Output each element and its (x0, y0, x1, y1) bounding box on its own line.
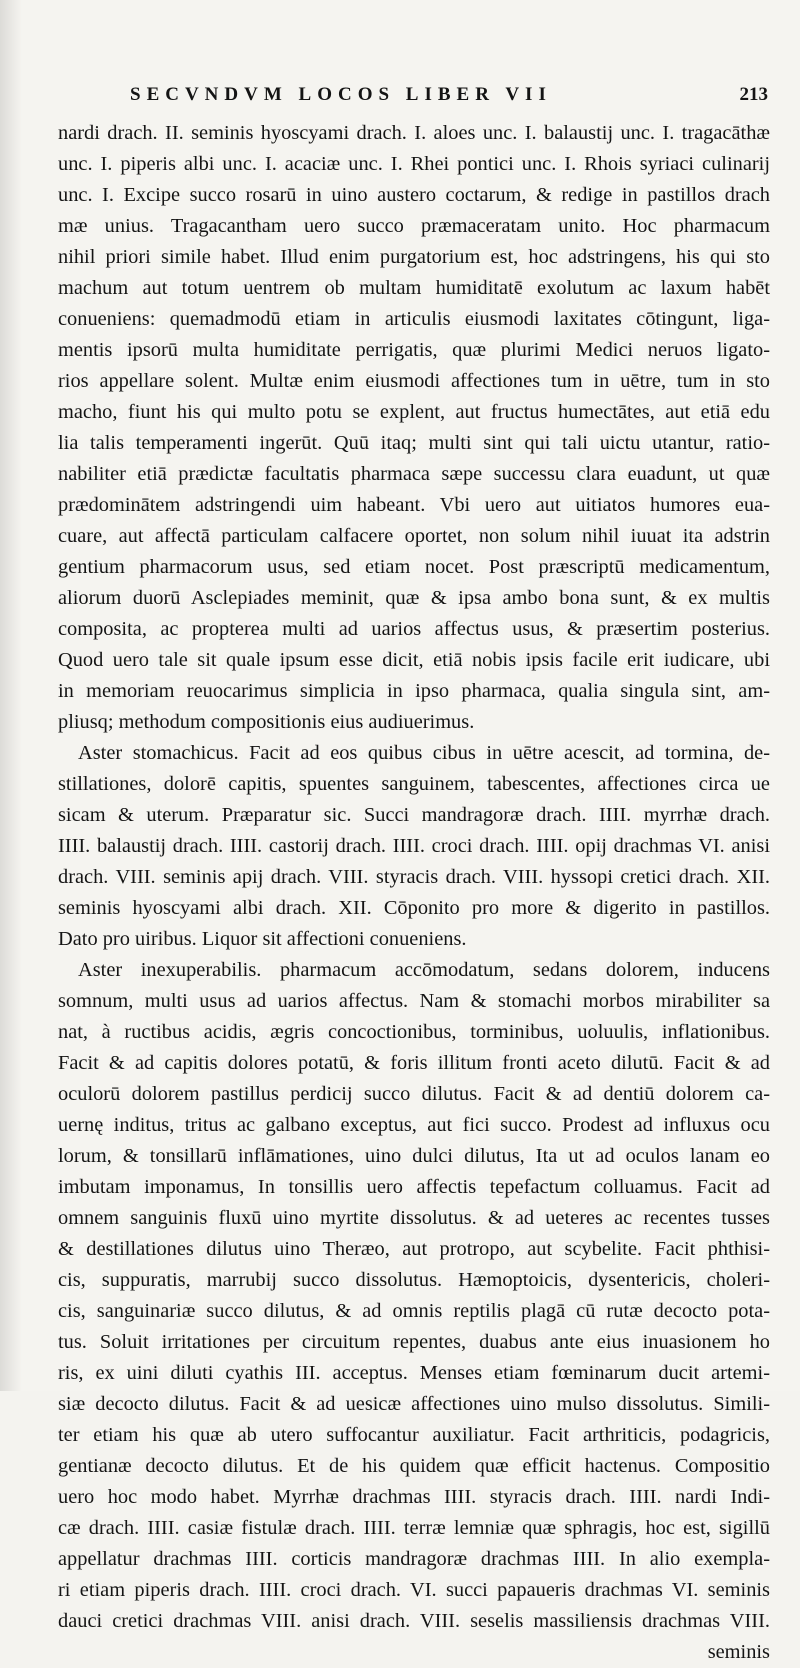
page-header (108, 84, 768, 114)
text-line: imbutam imponamus, In tonsillis uero affectis tepefactum colluamus. Facit ad (58, 1176, 770, 1198)
text-line: oculorū dolorem pastillus perdicij succo dilutus. Facit & ad dentiū dolorem ca- (58, 1083, 770, 1105)
text-line: & destillationes dilutus uino Theræo, aut protropo, aut scybelite. Facit phthisi- (58, 1238, 770, 1260)
body-text (58, 118, 770, 1668)
text-line: dauci cretici drachmas VIII. anisi drach. VIII. seselis massiliensis drachmas VIII. (58, 1610, 770, 1632)
text-line: cis, suppuratis, marrubij succo dissolutus. Hæmoptoicis, dysentericis, choleri- (58, 1269, 770, 1291)
text-line: ri etiam piperis drach. IIII. croci drach. VI. succi papaueris drachmas VI. seminis (58, 1579, 770, 1601)
text-line: Dato pro uiribus. Liquor sit affectioni conueniens. (58, 928, 467, 950)
text-line: Facit & ad capitis dolores potatū, & foris illitum fronti aceto dilutū. Facit & ad (58, 1052, 770, 1074)
catchword: seminis (707, 1641, 770, 1663)
text-line: nat, à ructibus acidis, ægris concoctionibus, torminibus, uoluulis, inflationibus. (58, 1021, 770, 1043)
paragraph-start-line: Aster inexuperabilis. pharmacum accōmodatum, sedans dolorem, inducens (78, 959, 770, 981)
text-line: gentium pharmacorum usus, sed etiam nocet. Post præscriptū medicamentum, (58, 556, 770, 578)
text-line: tus. Soluit irritationes per circuitum repentes, duabus ante eius inuasionem ho (58, 1331, 770, 1353)
text-line: cis, sanguinariæ succo dilutus, & ad omnis reptilis plagā cū rutæ decocto pota- (58, 1300, 770, 1322)
text-line: siæ decocto dilutus. Facit & ad uesicæ affectiones uino mulso dissolutus. Simili- (58, 1393, 770, 1415)
running-head: SECVNDVM LOCOS LIBER VII (130, 84, 552, 105)
paragraph-start-line: Aster stomachicus. Facit ad eos quibus cibus in uētre acescit, ad tormina, de- (78, 742, 770, 764)
text-line: gentianæ decocto dilutus. Et de his quidem quæ efficit hactenus. Compositio (58, 1455, 770, 1477)
text-line: omnem sanguinis fluxū uino myrtite dissolutus. & ad ueteres ac recentes tusses (58, 1207, 770, 1229)
text-line: in memoriam reuocarimus simplicia in ipso pharmaca, qualia singula sint, am- (58, 680, 770, 702)
text-line: stillationes, dolorē capitis, spuentes sanguinem, tabescentes, affectiones circa ue (58, 773, 770, 795)
text-line: nabiliter etiā prædictæ facultatis pharmaca sæpe successu clara euadunt, ut quæ (58, 463, 770, 485)
text-line: seminis hyoscyami albi drach. XII. Cōponito pro more & digerito in pastillos. (58, 897, 770, 919)
page-number: 213 (739, 84, 768, 105)
text-line: mentis ipsorū multa humiditate perrigatis, quæ plurimi Medici neruos ligato- (58, 339, 770, 361)
text-line: unc. I. piperis albi unc. I. acaciæ unc. I. Rhei pontici unc. I. Rhois syriaci culinarij (58, 153, 770, 175)
text-line: drach. VIII. seminis apij drach. VIII. styracis drach. VIII. hyssopi cretici drach. XII. (58, 866, 770, 888)
text-line: mæ unius. Tragacantham uero succo præmaceratam unito. Hoc pharmacum (58, 215, 770, 237)
text-line: rios appellare solent. Multæ enim eiusmodi affectiones tum in uētre, tum in sto (58, 370, 770, 392)
text-line: lia talis temperamenti ingerūt. Quū itaq; multi sint qui tali uictu utantur, ratio- (58, 432, 770, 454)
text-line: IIII. balaustij drach. IIII. castorij drach. IIII. croci drach. IIII. opij drachmas VI. anisi (58, 835, 770, 857)
text-line: macho, fiunt his qui multo potu se explent, aut fructus humectātes, aut etiā edu (58, 401, 770, 423)
text-line: appellatur drachmas IIII. corticis mandragoræ drachmas IIII. In alio exempla- (58, 1548, 770, 1570)
text-line: machum aut totum uentrem ob multam humiditatē exolutum ac laxum habēt (58, 277, 770, 299)
text-line: cæ drach. IIII. casiæ fistulæ drach. IIII. terræ lemniæ quæ sphragis, hoc est, sigillū (58, 1517, 770, 1539)
text-line: lorum, & tonsillarū inflāmationes, uino dulci dilutus, Ita ut ad oculos lanam eo (58, 1145, 770, 1167)
text-line: nihil priori simile habet. Illud enim purgatorium est, hoc adstringens, his qui sto (58, 246, 770, 268)
text-line: unc. I. Excipe succo rosarū in uino austero coctarum, & redige in pastillos drach (58, 184, 770, 206)
text-line: Quod uero tale sit quale ipsum esse dicit, etiā nobis ipsis facile erit iudicare, ubi (58, 649, 770, 671)
text-line: somnum, multi usus ad uarios affectus. Nam & stomachi morbos mirabiliter sa (58, 990, 770, 1012)
text-line: pliusq; methodum compositionis eius audiuerimus. (58, 711, 475, 733)
text-line: sicam & uterum. Præparatur sic. Succi mandragoræ drach. IIII. myrrhæ drach. (58, 804, 770, 826)
text-line: conueniens: quemadmodū etiam in articulis eiusmodi laxitates cōtingunt, liga- (58, 308, 770, 330)
text-line: composita, ac propterea multi ad uarios affectus usus, & præsertim posterius. (58, 618, 770, 640)
text-line: nardi drach. II. seminis hyoscyami drach. I. aloes unc. I. balaustij unc. I. tragacāthæ (58, 122, 770, 144)
text-line: prædominātem adstringendi uim habeant. Vbi uero aut uitiatos humores eua- (58, 494, 770, 516)
text-line: cuare, aut affectā particulam calfacere oportet, non solum nihil iuuat ita adstrin (58, 525, 770, 547)
text-line: uernę inditus, tritus ac galbano exceptus, aut fici succo. Prodest ad influxus ocu (58, 1114, 770, 1136)
text-line: ter etiam his quæ ab utero suffocantur auxiliatur. Facit arthriticis, podagricis, (58, 1424, 770, 1446)
text-line: ris, ex uini diluti cyathis III. acceptus. Menses etiam fœminarum ducit artemi- (58, 1362, 770, 1384)
text-line: aliorum duorū Asclepiades meminit, quæ & ipsa ambo bona sunt, & ex multis (58, 587, 770, 609)
text-line: uero hoc modo habet. Myrrhæ drachmas IIII. styracis drach. IIII. nardi Indi- (58, 1486, 770, 1508)
